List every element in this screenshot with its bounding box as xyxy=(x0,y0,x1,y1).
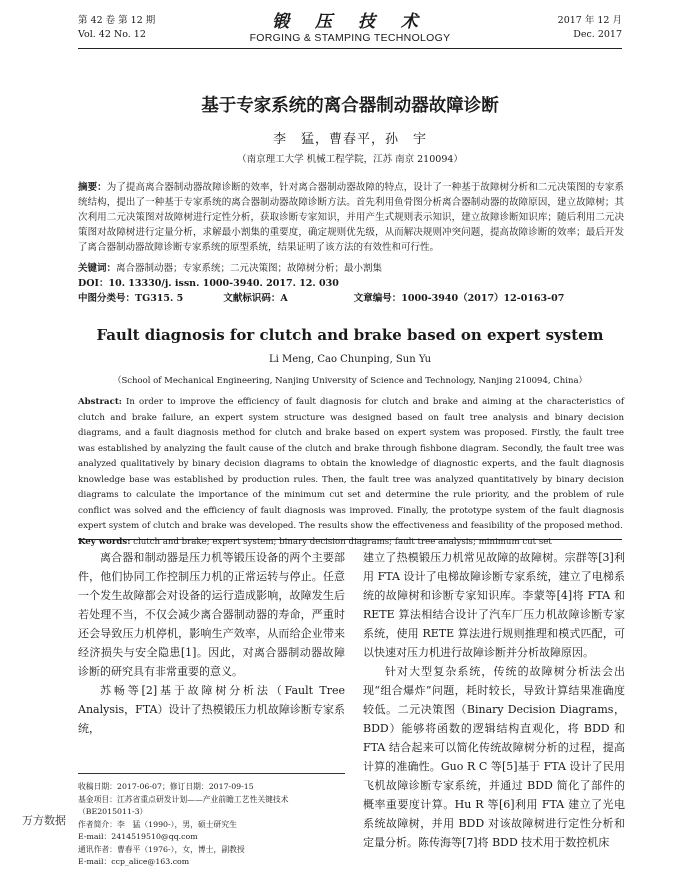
classification xyxy=(78,292,624,306)
header-rule xyxy=(78,48,622,49)
body-paragraph: 离合器和制动器是压力机等锻压设备的两个主要部件，他们协同工作控制压力机的正常运转与停止。任意一个发生故障都会对设备的运行造成影响，故障发生后若处理不当，不仅会减少离合器制动器的寿命，严重时还会导致压力机停机，影响生产效率，从而给企业带来经济损失与安全隐患[1]。因此，对离合器制动器故障诊断的研究具有非常重要的意义。 xyxy=(78,551,345,678)
keywords-en-label: Key words: xyxy=(78,536,131,547)
abstract-cn xyxy=(78,180,624,255)
abstract-cn-text: 为了提高离合器制动器故障诊断的效率，针对离合器制动器故障的特点，设计了一种基于故障树分析和二元决策图的专家系统结构，提出了一种基于专家系统的离合器制动器故障诊断方法。首先利用鱼骨图分析离合器制动器的故障原因，建立故障树；其次利用二元决策图对故障树进行定性分析，获取诊断专家知识，并用产生式规则表示知识，建立故障诊断知识库；随后利用二元决策图对故障树进行定量分析，求解最小割集的重要度，确定规则优先级，从而解决规则冲突问题，提高故障诊断的效率；最后开发了离合器制动器故障诊断专家系统的原型系统，结果证明了该方法的有效性和可行性。 xyxy=(78,182,624,253)
doc-code-label: 文献标识码： xyxy=(223,293,281,304)
doi-value: 10. 13330/j. issn. 1000-3940. 2017. 12. 030 xyxy=(108,278,339,289)
doi-label: DOI： xyxy=(78,278,109,289)
doi xyxy=(78,277,339,291)
volume-cn: 第 42 卷 第 12 期 xyxy=(78,15,156,26)
authors-en: Li Meng, Cao Chunping, Sun Yu xyxy=(268,354,432,365)
affiliation-cn: （南京理工大学 机械工程学院，江苏 南京 210094） xyxy=(237,154,463,165)
abstract-en-label: Abstract: xyxy=(78,397,122,407)
body-column-right xyxy=(363,548,625,852)
date-cn: 2017 年 12 月 xyxy=(557,15,622,26)
article-no-label: 文章编号： xyxy=(353,293,402,304)
body-column-left xyxy=(78,548,345,738)
volume-en: Vol. 42 No. 12 xyxy=(78,29,146,40)
article-no-value: 1000-3940（2017）12-0163-07 xyxy=(401,293,565,304)
paper-title-en: Fault diagnosis for clutch and brake based on expert system xyxy=(96,326,604,344)
footnote-rule xyxy=(78,773,345,774)
footnote-corresponding: 通讯作者：曹春平（1976-），女，博士，副教授 xyxy=(78,844,245,854)
clc-value: TG315. 5 xyxy=(135,293,184,304)
authors-cn: 李 猛，曹春平，孙 宇 xyxy=(272,132,427,147)
footnote-email: E-mail：2414519510@qq.com xyxy=(78,832,198,841)
paper-title-cn: 基于专家系统的离合器制动器故障诊断 xyxy=(201,96,499,116)
keywords-cn xyxy=(78,262,382,276)
clc-label: 中图分类号： xyxy=(78,293,136,304)
journal-date xyxy=(558,14,622,42)
abstract-en xyxy=(78,395,624,550)
journal-name-cn: 锻 压 技 术 xyxy=(272,12,428,32)
footnote-email: E-mail：ccp_alice@163.com xyxy=(78,857,190,866)
journal-name-en: FORGING & STAMPING TECHNOLOGY xyxy=(249,32,451,44)
keywords-en-text: clutch and brake; expert system; binary decision diagrams; fault tree analysis; minimum cut set xyxy=(130,536,552,547)
footnote-fund: 基金项目：江苏省重点研发计划——产业前瞻工艺性关键技术（BE2015011-3） xyxy=(78,794,289,816)
footnote-author: 作者简介：李 猛（1990-），男，硕士研究生 xyxy=(78,819,237,829)
body-paragraph: 苏畅等[2]基于故障树分析法（Fault Tree Analysis，FTA）设计了热模锻压力机故障诊断专家系统， xyxy=(78,684,345,735)
body-paragraph: 针对大型复杂系统，传统的故障树分析法会出现“组合爆炸”问题，耗时较长，导致计算结果准确度较低。二元决策图（Binary Decision Diagrams，BDD）能够将函数的逻辑结构直观化，将 BDD 和 FTA 结合起来可以简化传统故障树分析的过程，提高计算的准确性。Guo R C 等[5]基于 FTA 设计了民用飞机故障诊断专家系统，并通过 BDD 简化了部件的概率重要度计算。Hu R 等[6]利用 FTA 建立了光电系统故障树，并用 BDD 对该故障树进行定性分析和定量分析。陈传海等[7]将 BDD 技术用于数控机床 xyxy=(363,665,625,849)
doc-code-value: A xyxy=(280,293,288,304)
abstract-cn-label: 摘要： xyxy=(78,182,107,193)
affiliation-en: （School of Mechanical Engineering, Nanjing University of Science and Technology, Nanjing 210094, China） xyxy=(112,376,588,386)
footnote xyxy=(78,781,345,869)
abstract-rule xyxy=(78,539,622,540)
abstract-en-text: In order to improve the efficiency of fault diagnosis for clutch and brake and aiming at the characteristics of clutch and brake failure, an expert system structure was designed based on fault tree analysis and binary decision diagrams, and a fault diagnosis method for clutch and brake based on expert system was proposed. Firstly, the fault tree was established by analyzing the fault cause of the clutch and brake through fishbone diagram. Secondly, the fault tree was analyzed qualitatively by binary decision diagrams to obtain the knowledge of diagnostic experts, and the fault diagnosis knowledge base was established by production rules. Then, the fault tree was analyzed quantitatively by binary decision diagrams to calculate the importance of the minimum cut set and determine the rule priority, and the problem of rule conflict was solved and the efficiency of fault diagnosis was improved. Finally, the prototype system of the fault diagnosis expert system of clutch and brake was developed. The results show the effectiveness and feasibility of the proposed method. xyxy=(78,397,624,531)
date-en: Dec. 2017 xyxy=(573,29,622,40)
footnote-received: 收稿日期：2017-06-07；修订日期：2017-09-15 xyxy=(78,782,254,791)
keywords-cn-label: 关键词： xyxy=(78,263,117,274)
keywords-cn-text: 离合器制动器；专家系统；二元决策图；故障树分析；最小割集 xyxy=(116,263,383,274)
watermark: 万方数据 xyxy=(22,815,66,827)
body-paragraph: 建立了热模锻压力机常见故障的故障树。宗群等[3]利用 FTA 设计了电梯故障诊断专家系统，建立了电梯系统的故障树和诊断专家知识库。李蒙等[4]将 FTA 和 RETE 算法相结合设计了汽车厂压力机故障诊断专家系统，使用 RETE 算法进行规则推理和模式匹配，可以快速对压力机进行故障诊断并分析故障原因。 xyxy=(363,551,625,659)
